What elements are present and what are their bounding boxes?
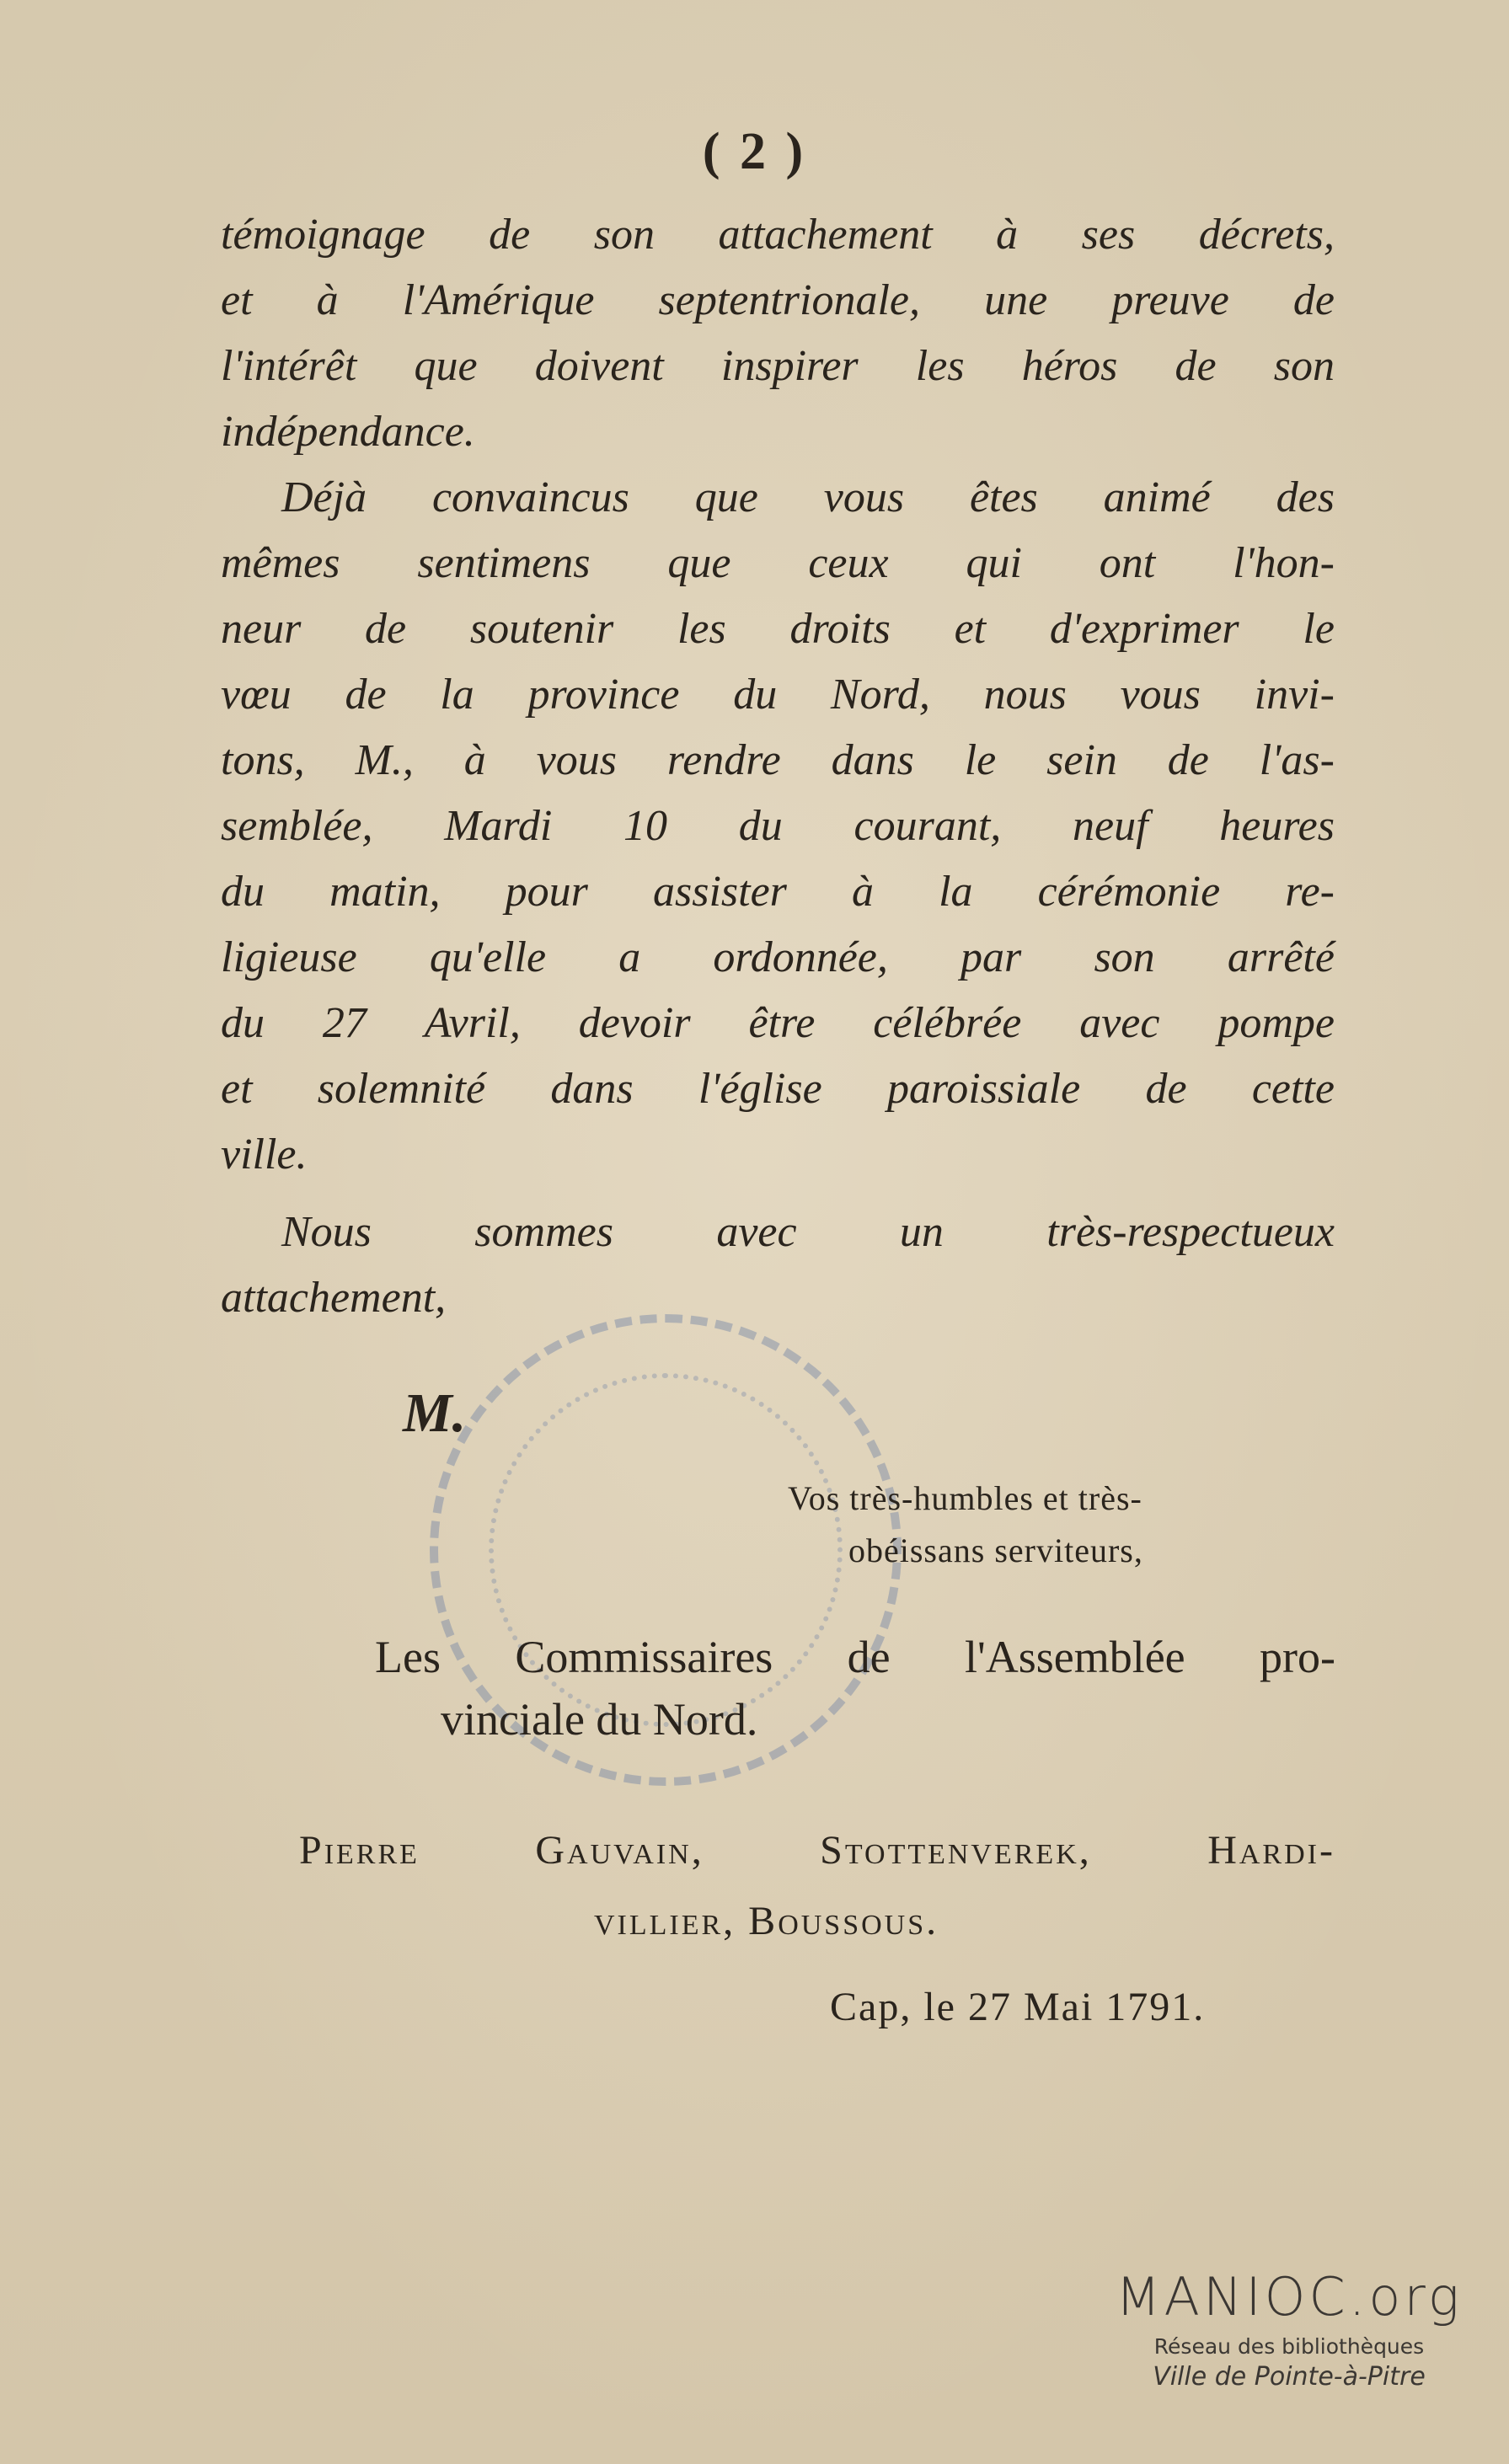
body-line: [221, 991, 1335, 1056]
signatories-line: villier, Boussous.: [594, 1899, 939, 1943]
word: Gauvain,: [535, 1828, 704, 1873]
word: de: [1167, 736, 1209, 784]
word: l'intérêt: [221, 342, 357, 390]
body-line-text: indépendance.: [221, 408, 475, 456]
word: septentrionale,: [658, 276, 921, 324]
word: cette: [1251, 1065, 1335, 1113]
word: très-respectueux: [1046, 1208, 1335, 1256]
word: que: [667, 539, 731, 587]
word: à: [996, 211, 1019, 259]
word: d'exprimer: [1049, 605, 1239, 653]
word: être: [748, 999, 816, 1047]
word: semblée,: [221, 802, 373, 850]
word: pour: [505, 868, 588, 916]
word: ses: [1081, 211, 1136, 259]
word: êtes: [969, 473, 1038, 521]
body-line: [221, 662, 1335, 728]
word: des: [1276, 473, 1335, 521]
word: heures: [1219, 802, 1335, 850]
word: Stottenverek,: [820, 1828, 1092, 1873]
word: matin,: [329, 868, 441, 916]
body-line: [221, 399, 1335, 465]
word: son: [1273, 342, 1335, 390]
body-line: [221, 925, 1335, 991]
word: du: [733, 671, 778, 719]
word: Commissaires: [515, 1632, 773, 1682]
word: une: [984, 276, 1048, 324]
word: héros: [1021, 342, 1118, 390]
word: M.,: [355, 736, 414, 784]
word: par: [961, 933, 1022, 981]
dateline: Cap, le 27 Mai 1791.: [830, 1985, 1206, 2029]
word: animé: [1103, 473, 1211, 521]
body-line: [221, 1265, 1335, 1331]
word: vœu: [221, 671, 292, 719]
body-line: [221, 596, 1335, 662]
salutation: M.: [403, 1382, 467, 1444]
word: et: [954, 605, 987, 653]
word: dans: [550, 1065, 634, 1113]
word: l'église: [698, 1065, 822, 1113]
word: Déjà: [281, 473, 367, 521]
word: l'Assemblée: [964, 1632, 1185, 1682]
body-line: [221, 728, 1335, 794]
body-line: [221, 334, 1335, 399]
word: son: [593, 211, 655, 259]
word: la: [440, 671, 474, 719]
word: vous: [823, 473, 905, 521]
word: neuf: [1073, 802, 1148, 850]
word: preuve: [1111, 276, 1229, 324]
word: célébrée: [873, 999, 1022, 1047]
word: que: [694, 473, 758, 521]
logo-subtitle: Réseau des bibliothèques: [1153, 2334, 1425, 2359]
word: l'Amérique: [402, 276, 595, 324]
word: 27: [322, 999, 367, 1047]
word: et: [221, 1065, 253, 1113]
word: ont: [1099, 539, 1156, 587]
word: rendre: [666, 736, 781, 784]
word: convaincus: [431, 473, 629, 521]
word: vous: [1120, 671, 1201, 719]
word: de: [365, 605, 407, 653]
word: de: [1292, 276, 1335, 324]
word: à: [316, 276, 339, 324]
word: devoir: [578, 999, 691, 1047]
body-line: [221, 465, 1335, 531]
word: avec: [1079, 999, 1160, 1047]
word: Mardi: [444, 802, 553, 850]
word: soutenir: [469, 605, 614, 653]
commissioners-title: [375, 1626, 1335, 1750]
word: vous: [536, 736, 618, 784]
word: à: [463, 736, 486, 784]
word: inspirer: [720, 342, 859, 390]
word: décrets,: [1198, 211, 1335, 259]
word: de: [1175, 342, 1217, 390]
body-line: [221, 794, 1335, 859]
letter-body: [221, 202, 1335, 1331]
word: province: [527, 671, 680, 719]
word: neur: [221, 605, 302, 653]
word: cérémonie: [1037, 868, 1221, 916]
word: Nous: [281, 1208, 372, 1256]
word: et: [221, 276, 253, 324]
word: nous: [983, 671, 1067, 719]
word: sentimens: [417, 539, 591, 587]
word: pompe: [1217, 999, 1335, 1047]
word: du: [738, 802, 783, 850]
word: du: [221, 868, 265, 916]
word: arrêté: [1227, 933, 1335, 981]
signatories-line: [299, 1815, 1335, 1886]
word: de: [489, 211, 531, 259]
word: solemnité: [317, 1065, 486, 1113]
word: pro-: [1259, 1632, 1335, 1682]
body-line: [221, 1122, 1335, 1188]
word: invi-: [1254, 671, 1335, 719]
word: 10: [623, 802, 668, 850]
word: le: [1303, 605, 1335, 653]
closing-line: obéissans serviteurs,: [848, 1531, 1143, 1569]
word: attachement: [718, 211, 933, 259]
signatories: [299, 1815, 1335, 1957]
closing-line: Vos très-humbles et très-: [788, 1479, 1142, 1517]
body-line-text: attachement,: [221, 1274, 447, 1322]
word: du: [221, 999, 265, 1047]
word: de: [345, 671, 387, 719]
commissioners-line: [375, 1626, 1335, 1688]
word: de: [1145, 1065, 1187, 1113]
word: les: [677, 605, 726, 653]
word: sommes: [474, 1208, 613, 1256]
word: témoignage: [221, 211, 425, 259]
word: un: [899, 1208, 944, 1256]
word: tons,: [221, 736, 305, 784]
word: de: [847, 1632, 891, 1682]
manioc-logo: [1095, 2266, 1483, 2392]
logo-name: MANIOC.org: [1116, 2266, 1463, 2328]
word: dans: [831, 736, 914, 784]
body-line: [221, 268, 1335, 334]
body-line: [221, 1200, 1335, 1265]
word: qu'elle: [429, 933, 547, 981]
commissioners-line: vinciale du Nord.: [441, 1694, 758, 1745]
word: doivent: [534, 342, 664, 390]
word: ordonnée,: [713, 933, 888, 981]
word: la: [939, 868, 973, 916]
word: que: [414, 342, 478, 390]
word: Les: [375, 1632, 441, 1682]
word: ceux: [808, 539, 889, 587]
body-line: [221, 531, 1335, 596]
word: à: [852, 868, 874, 916]
word: sein: [1046, 736, 1117, 784]
logo-city: Ville de Pointe-à-Pitre: [1153, 2362, 1426, 2392]
word: son: [1094, 933, 1155, 981]
body-line-text: ville.: [221, 1130, 308, 1179]
word: assister: [652, 868, 787, 916]
word: mêmes: [221, 539, 340, 587]
word: Avril,: [424, 999, 521, 1047]
word: a: [618, 933, 641, 981]
word: Hardi-: [1207, 1828, 1335, 1873]
word: droits: [789, 605, 891, 653]
word: ligieuse: [221, 933, 357, 981]
page-number: ( 2 ): [702, 123, 807, 180]
word: courant,: [853, 802, 1002, 850]
body-line: [221, 1056, 1335, 1122]
word: qui: [966, 539, 1022, 587]
word: re-: [1285, 868, 1335, 916]
word: Nord,: [830, 671, 930, 719]
body-line: [221, 859, 1335, 925]
word: les: [915, 342, 965, 390]
closing-formula: [788, 1473, 1143, 1577]
word: paroissiale: [887, 1065, 1081, 1113]
word: l'hon-: [1233, 539, 1335, 587]
word: avec: [716, 1208, 797, 1256]
body-line: [221, 202, 1335, 268]
word: l'as-: [1259, 736, 1335, 784]
word: Pierre: [299, 1828, 420, 1873]
word: le: [964, 736, 997, 784]
